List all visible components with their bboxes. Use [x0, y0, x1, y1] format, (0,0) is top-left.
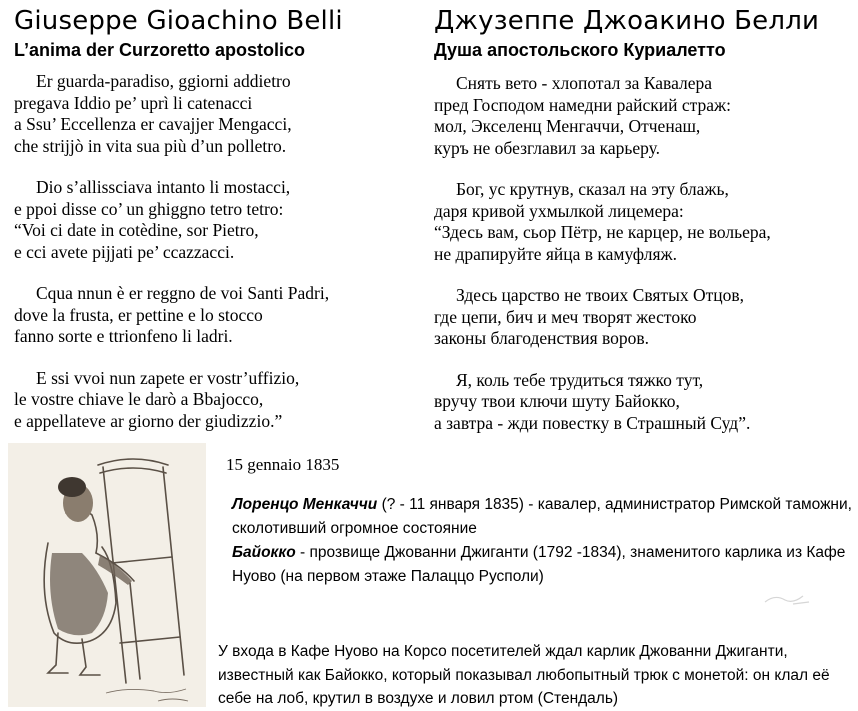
- poem-line: che strijjò in vita sua più d’un polletro.: [14, 135, 287, 156]
- poem-line: Здесь царство не твоих Святых Отцов,: [456, 285, 744, 305]
- poem-line: Бог, ус крутнув, сказал на эту блажь,: [456, 179, 729, 199]
- italian-poem-title: L’anima der Curzoretto apostolico: [14, 40, 306, 60]
- poem-line: dove la frusta, er pettine e lo stocco: [14, 304, 263, 325]
- poem-line: “Voi ci date in cotèdine, sor Pietro,: [14, 220, 259, 240]
- poem-line: e cci avete pijjati pe’ ccazzacci.: [14, 241, 235, 262]
- footnote-text: (? - 11 января 1835) - кавалер, администратор Римской таможни, сколотивший огромное состояние: [232, 496, 852, 537]
- poem-line: a Ssu’ Eccellenza er cavajjer Mengacci,: [14, 114, 292, 134]
- poem-line: пред Господом намедни райский страж:: [434, 94, 731, 115]
- italian-stanza-2: [14, 177, 414, 263]
- poem-line: e ppoi disse co’ un ghiggno tetro tetro:: [14, 198, 284, 219]
- russian-stanza-2: [434, 179, 854, 265]
- poem-line: где цепи, бич и меч творят жестоко: [434, 306, 697, 327]
- russian-stanza-4: [434, 370, 854, 435]
- scribble-icon: [763, 590, 813, 608]
- footnote-item: [232, 493, 852, 541]
- italian-poem-body: [14, 71, 414, 432]
- poem-line: “Здесь вам, сьор Пётр, не карцер, не вольера,: [434, 222, 771, 242]
- footnote-item: [232, 541, 852, 589]
- russian-poem-title: Душа апостольского Куриалетто: [434, 40, 726, 60]
- russian-stanza-3: [434, 285, 854, 350]
- poem-line: не драпируйте яйца в камуфляж.: [434, 243, 677, 264]
- poem-line: мол, Экселенц Менгаччи, Отченаш,: [434, 116, 701, 136]
- bottom-note: У входа в Кафе Нуово на Корсо посетителей ждал карлик Джованни Джиганти, известный как Байокко, который показывал любопытный трюк с монетой: он клал её себе на лоб, крутил в воздухе и ловил ртом (Стендаль): [218, 643, 830, 707]
- italian-poet-name: Giuseppe Gioachino Belli: [14, 6, 343, 36]
- poem-line: куръ не обезглавил за карьеру.: [434, 137, 660, 158]
- poem-line: fanno sorte e ttrionfeno li ladri.: [14, 326, 233, 346]
- footnotes: [232, 493, 852, 589]
- russian-poem-body: [434, 71, 854, 434]
- poem-line: Cqua nnun è er reggno de voi Santi Padri,: [36, 283, 330, 303]
- poem-line: e appellateve ar giorno der giudizzio.”: [14, 410, 283, 431]
- italian-stanza-4: [14, 368, 414, 433]
- poem-line: Снять вето - хлопотал за Кавалера: [456, 73, 713, 93]
- poem-line: le vostre chiave le darò a Bbajocco,: [14, 389, 264, 409]
- poem-line: Er guarda-paradiso, ggiorni addietro: [36, 71, 291, 91]
- poem-line: даря кривой ухмылкой лицемера:: [434, 200, 684, 221]
- poem-line: Dio s’allissciava intanto li mostacci,: [36, 177, 291, 197]
- poem-line: Я, коль тебе трудиться тяжко тут,: [456, 369, 704, 390]
- russian-poet-name: Джузеппе Джоакино Белли: [434, 6, 820, 36]
- russian-stanza-1: [434, 73, 854, 159]
- italian-column: [14, 0, 414, 452]
- footnote-name: Лоренцо Менкаччи: [232, 496, 378, 513]
- poem-line: законы благоденствия воров.: [434, 328, 650, 348]
- poem-line: вручу твои ключи шуту Байокко,: [434, 391, 680, 411]
- faint-scribble-mark: [763, 590, 813, 613]
- footnote-name: Байокко: [232, 544, 296, 561]
- poem-line: E ssi vvoi nun zapete er vostr’uffizio,: [36, 367, 300, 388]
- dwarf-sketch-icon: [8, 443, 206, 707]
- poem-date: 15 gennaio 1835: [226, 455, 340, 474]
- russian-column: [434, 0, 854, 454]
- dwarf-sketch-illustration: [8, 443, 206, 707]
- poem-line: а завтра - жди повестку в Страшный Суд”.: [434, 412, 751, 433]
- poem-line: pregava Iddio pe’ uprì li catenacci: [14, 92, 253, 113]
- footnote-text: - прозвище Джованни Джиганти (1792 -1834), знаменитого карлика из Кафе Нуово (на первом этаже Палаццо Русполи): [232, 544, 846, 585]
- italian-stanza-1: [14, 71, 414, 157]
- italian-stanza-3: [14, 283, 414, 348]
